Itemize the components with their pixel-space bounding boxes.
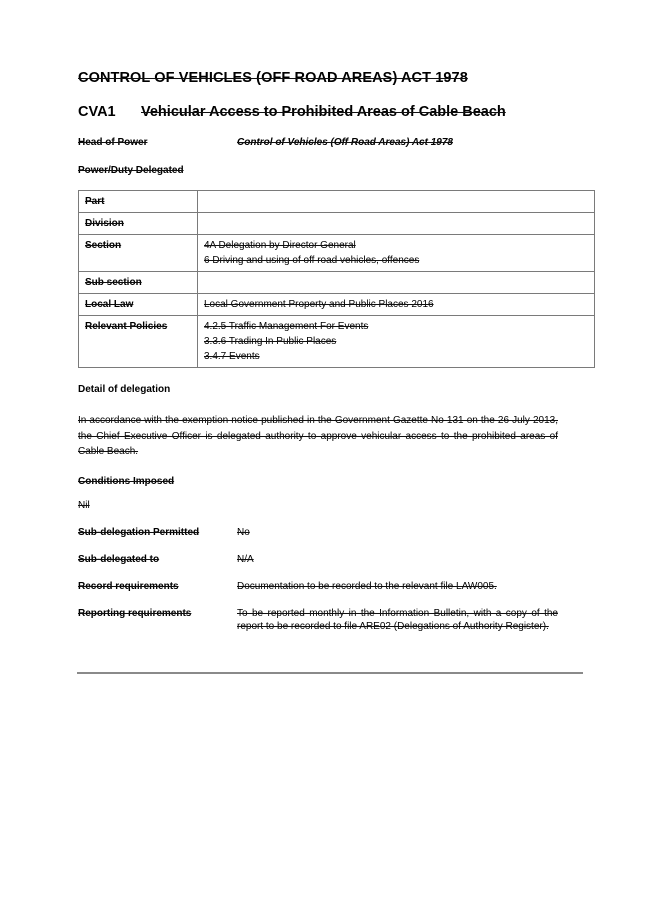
table-cell-empty (204, 194, 589, 209)
table-row-label (79, 213, 198, 235)
table-cell-empty (204, 275, 589, 290)
table-row-value (198, 272, 595, 294)
table-row (79, 235, 595, 272)
delegation-heading (78, 102, 558, 122)
field-row (78, 553, 558, 566)
table-cell-line: 6 Driving and using of off road vehicles, offences (204, 255, 420, 266)
table-row-value (198, 316, 595, 368)
field-label: Reporting requirements (78, 607, 192, 619)
detail-of-delegation-heading: Detail of delegation (78, 384, 171, 395)
table-row (79, 191, 595, 213)
table-cell-line: 4A Delegation by Director General (204, 240, 356, 251)
table-row-label (79, 272, 198, 294)
table-row-label (79, 191, 198, 213)
table-row-label-text: Relevant Policies (85, 321, 168, 332)
table-row (79, 294, 595, 316)
table-cell-line: Local Government Property and Public Places 2016 (204, 299, 434, 310)
field-row (78, 580, 558, 593)
table-row-value (198, 191, 595, 213)
table-row-value (198, 294, 595, 316)
field-value: Documentation to be recorded to the relevant file LAW005. (237, 580, 497, 592)
table-row-value (198, 235, 595, 272)
power-duty-table-body (79, 191, 595, 368)
field-label: Record requirements (78, 580, 179, 592)
delegation-name: Vehicular Access to Prohibited Areas of Cable Beach (141, 104, 506, 120)
field-value: To be reported monthly in the Information Bulletin, with a copy of the report to be recorded to file ARE02 (Delegations of Authority Register). (237, 607, 558, 632)
power-duty-delegated-heading: Power/Duty Delegated (78, 165, 184, 176)
delegation-code: CVA1 (78, 104, 116, 120)
table-row-label-text: Part (85, 196, 105, 207)
table-row-label-text: Section (85, 240, 122, 251)
table-row-value (198, 213, 595, 235)
document-content (78, 70, 558, 633)
field-value: No (237, 526, 250, 538)
table-row (79, 213, 595, 235)
table-cell-line: 4.2.5 Traffic Management For Events (204, 321, 369, 332)
table-row-label (79, 316, 198, 368)
field-label: Sub-delegation Permitted (78, 526, 200, 538)
table-row (79, 316, 595, 368)
table-row-label-text: Local Law (85, 299, 134, 310)
head-of-power-label: Head of Power (78, 137, 148, 148)
table-cell-empty (204, 216, 589, 231)
fields-list (78, 526, 558, 633)
table-row-label (79, 235, 198, 272)
table-row (79, 272, 595, 294)
field-label: Sub-delegated to (78, 553, 160, 565)
power-duty-table (78, 190, 595, 368)
conditions-imposed-value: Nil (78, 499, 90, 511)
field-value: N/A (237, 553, 254, 565)
table-row-label-text: Division (85, 218, 124, 229)
table-cell-line: 3.3.6 Trading In Public Places (204, 336, 337, 347)
head-of-power-value: Control of Vehicles (Off Road Areas) Act 1978 (237, 137, 453, 148)
field-row (78, 607, 558, 633)
footer-divider (77, 672, 583, 674)
head-of-power-row (78, 136, 558, 149)
table-row-label-text: Sub section (85, 277, 142, 288)
field-row (78, 526, 558, 539)
table-cell-line: 3.4.7 Events (204, 351, 260, 362)
delegation-heading-row (78, 102, 558, 122)
page-title: CONTROL OF VEHICLES (OFF ROAD AREAS) ACT 1978 (78, 70, 468, 86)
table-row-label (79, 294, 198, 316)
detail-of-delegation-text: In accordance with the exemption notice published in the Government Gazette No 131 on the 26 July 2013, the Chief Executive Officer is delegated authority to approve vehicular access to the prohibited areas of Cable Beach. (78, 415, 558, 457)
conditions-imposed-heading: Conditions Imposed (78, 475, 175, 487)
